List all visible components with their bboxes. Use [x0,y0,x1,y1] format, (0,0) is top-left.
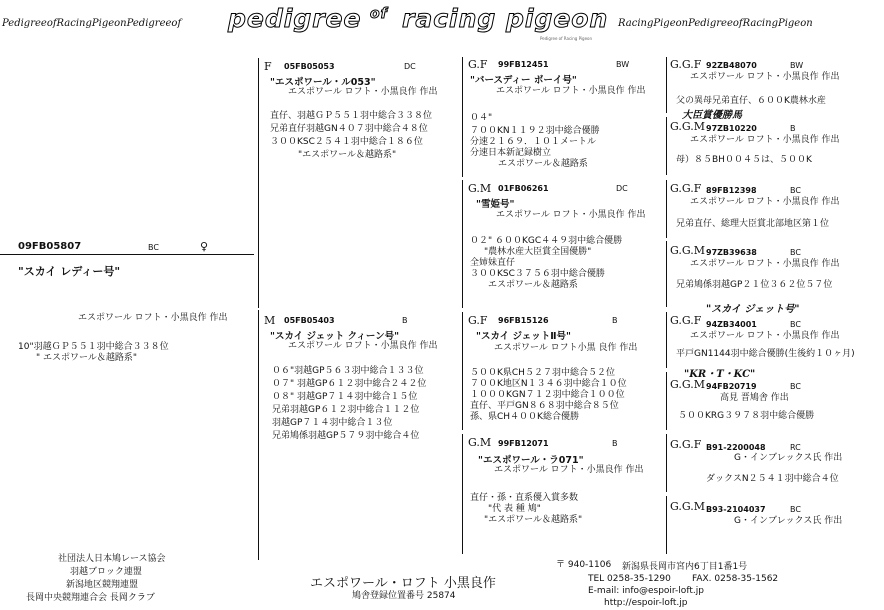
fm-color: DC [616,184,628,193]
header-title-of: of [370,6,388,22]
gg4-line-1: 兄弟鳩係羽越GP２１位３６２位５７位 [676,280,833,290]
sire-bracket [258,58,259,308]
footer-org-2: 羽越ブロック連盟 [70,567,142,577]
header-subtitle: Pedigree of Racing Pigeon [540,36,593,41]
gg5-bracket [666,312,667,368]
mf-ring: 96FB15126 [498,316,549,325]
gg8-bracket [666,496,667,554]
gg3-color: BC [790,186,801,195]
gg4-color: BC [790,248,801,257]
dam-line-5: 羽越GP７１４羽中総合１３位 [272,418,393,428]
subject-color: BC [148,243,159,252]
gg6-bracket [666,372,667,430]
mm-name: "エスポワール・ラ071" [478,455,584,466]
ff-role: G.F [468,58,488,71]
fm-name: "雪姫号" [476,199,515,210]
gg7-bracket [666,434,667,492]
header-title-pedigree: pedigree [228,4,362,33]
dam-line-1: ０６"羽越GP５６３羽中総合１３３位 [272,366,424,376]
mm-bracket [462,434,463,554]
sire-breeder: エスポワール ロフト・小黒良作 作出 [288,87,438,97]
footer-registration: 鳩舎登録位置番号 25874 [352,591,456,601]
footer-url[interactable]: http://espoir-loft.jp [604,598,688,608]
fm-line-3: 全姉妹直仔 [470,258,516,268]
gg5-role: G.G.F [670,314,702,327]
gg1-handwritten: 大臣賞優勝馬 [682,110,742,121]
mf-line-1: ５００K県CH５２７羽中総合５２位 [470,368,615,378]
mm-ring: 99FB12071 [498,439,549,448]
gg1-breeder: エスポワール ロフト・小黒良作 作出 [690,72,840,82]
fm-line-1: ０２" ６００KGC４４９羽中総合優勝 [470,236,623,246]
fm-breeder: エスポワール ロフト・小黒良作 作出 [496,210,646,220]
fm-role: G.M [468,182,492,195]
ff-line-1: ０４" [470,113,493,123]
gg6-line-1: ５００KRG３９７８羽中総合優勝 [678,411,815,421]
subject-line-2: " エスポワール＆越路系" [36,353,137,363]
footer-loft-name: エスポワール・ロフト 小黒良作 [310,576,496,591]
sire-ring: 05FB05053 [284,62,335,71]
dam-line-2: ０７" 羽越GP６１２羽中総合２４２位 [272,379,427,389]
footer-fax: FAX. 0258-35-1562 [692,574,779,584]
subject-name: "スカイ レディー号" [18,265,121,278]
sire-line-2: 兄弟直仔羽越GN４０７羽中総合４８位 [270,124,428,134]
fm-line-4: ３００KSC３７５６羽中総合優勝 [470,269,605,279]
mm-color: B [612,439,618,448]
dam-line-4: 兄弟羽越GP６１２羽中総合１１２位 [272,405,420,415]
gg1-line-1: 父の異母兄弟直仔、６００K農林水産 [676,96,826,106]
gg8-ring: B93-2104037 [706,505,766,514]
sire-role: F [264,60,272,73]
dam-bracket [258,310,259,560]
ff-bracket [462,57,463,177]
dam-line-6: 兄弟鳩係羽越GP５７９羽中総合４位 [272,431,420,441]
gg1-color: BW [790,61,804,70]
gg1-role: G.G.F [670,58,702,71]
sire-line-1: 直仔、羽越ＧＰ５５１羽中総合３３８位 [270,111,433,121]
gg5-line-1: 平戸GN1144羽中総合優勝(生後約１０ヶ月) [676,349,855,359]
mm-role: G.M [468,436,492,449]
header-title-racing-pigeon: racing pigeon [402,4,609,33]
gg2-color: B [790,124,796,133]
gg1-bracket [666,57,667,113]
footer-tel: TEL 0258-35-1290 [588,574,671,584]
gg4-bracket [666,241,667,307]
subject-breeder: エスポワール ロフト・小黒良作 作出 [78,313,228,323]
mf-line-5: 孫、県CH４００K総合優勝 [470,412,579,422]
subject-sex: ♀ [200,240,209,253]
sire-name: "エスポワール・ル053" [270,77,376,88]
mf-line-3: １０００KGN７１２羽中総合１００位 [470,390,625,400]
fm-line-5: エスポワール＆越路系 [488,280,578,290]
mf-name: "スカイ ジェットⅡ号" [476,331,571,342]
dam-role: M [264,314,276,327]
gg5-ring: 94ZB34001 [706,320,757,329]
gg6-role: G.G.M [670,378,706,391]
ff-line-4: 分速日本新記録樹立 [470,148,552,158]
gg3-line-1: 兄弟直仔、総理大臣賞北部地区第１位 [676,219,830,229]
gg2-role: G.G.M [670,120,706,133]
subject-ring: 09FB05807 [18,241,82,252]
gg7-color: RC [790,443,801,452]
gg5-handwritten: "スカイ ジェット号" [706,304,800,315]
footer-org-1: 社団法人日本鳩レース協会 [58,554,166,564]
gg1-ring: 92ZB48070 [706,61,757,70]
fm-bracket [462,180,463,308]
dam-line-3: ０８" 羽越GP７１４羽中総合１５位 [272,392,418,402]
mf-breeder: エスポワール ロフト小黒 良作 作出 [494,343,638,353]
gg5-breeder: エスポワール ロフト・小黒良作 作出 [690,331,840,341]
gg6-breeder: 高見 晋鳩舎 作出 [720,393,789,403]
gg7-line-1: ダックスN２５４１羽中総合４位 [706,474,839,484]
header-right-script: RacingPigeonPedigreeofRacingPigeon [618,18,813,29]
gg3-ring: 89FB12398 [706,186,757,195]
header-left-script: PedigreeofRacingPigeonPedigreeof [2,18,182,29]
ff-color: BW [616,60,630,69]
gg4-ring: 97ZB39638 [706,248,757,257]
dam-breeder: エスポワール ロフト・小黒良作 作出 [288,341,438,351]
mf-role: G.F [468,314,488,327]
dam-ring: 05FB05403 [284,316,335,325]
mf-line-2: ７００K地区N１３４６羽中総合１０位 [470,379,627,389]
mm-breeder: エスポワール ロフト・小黒良作 作出 [494,465,644,475]
gg4-role: G.G.M [670,244,706,257]
gg6-handwritten: "KR・T・KC" [684,369,756,380]
mf-color: B [612,316,618,325]
footer-email[interactable]: E-mail: info@espoir-loft.jp [588,586,704,596]
footer-org-3: 新潟地区競翔連盟 [66,580,139,590]
gg2-bracket [666,117,667,175]
mf-line-4: 直仔、平戸GN８６８羽中総合８５位 [470,401,619,411]
gg2-ring: 97ZB10220 [706,124,757,133]
sire-line-3: ３００KSC２５４１羽中総合１８６位 [270,137,423,147]
subject-rule [0,254,254,255]
gg3-role: G.G.F [670,182,702,195]
gg3-breeder: エスポワール ロフト・小黒良作 作出 [690,197,840,207]
dam-color: B [402,316,408,325]
ff-line-5: エスポワール＆越路系 [498,159,588,169]
dam-name: "スカイ ジェット クィーン号" [270,331,400,342]
fm-line-2: "農林水産大臣賞全国優勝" [484,247,592,257]
footer-address: 新潟県長岡市宮内6丁目1番1号 [622,562,748,572]
gg5-color: BC [790,320,801,329]
sire-color: DC [404,62,416,71]
mf-bracket [462,312,463,430]
gg3-bracket [666,180,667,238]
footer-org-4: 長岡中央競翔連合会 長岡クラブ [26,593,155,603]
fm-ring: 01FB06261 [498,184,549,193]
gg8-role: G.G.M [670,500,706,513]
ff-name: "バースディー ボーイ号" [470,75,577,86]
sire-line-4: "エスポワール＆越路系" [298,150,397,160]
gg4-breeder: エスポワール ロフト・小黒良作 作出 [690,259,840,269]
footer-postal: 〒 940-1106 [556,560,612,570]
ff-line-2: ７００KN１１９２羽中総合優勝 [470,126,600,136]
subject-line-1: 10"羽越ＧＰ５５１羽中総合３３８位 [18,342,169,352]
gg2-line-1: 母）８５BH００４５は、５００K [676,155,812,165]
mm-line-1: 直仔・孫・直系優入賞多数 [470,493,579,503]
ff-breeder: エスポワール ロフト・小黒良作 作出 [496,86,646,96]
gg7-role: G.G.F [670,438,702,451]
gg8-color: BC [790,505,801,514]
gg6-color: BC [790,382,801,391]
mm-line-3: "エスポワール＆越路系" [484,515,583,525]
ff-ring: 99FB12451 [498,60,549,69]
ff-line-3: 分速２１６９．１０１メートル [470,137,597,147]
mm-line-2: "代 表 種 鳩" [488,504,541,514]
gg7-ring: B91-2200048 [706,443,766,452]
gg2-breeder: エスポワール ロフト・小黒良作 作出 [690,135,840,145]
gg6-ring: 94FB20719 [706,382,757,391]
gg7-breeder: G・インブレックス氏 作出 [734,453,843,463]
gg8-breeder: G・インブレックス氏 作出 [734,516,843,526]
